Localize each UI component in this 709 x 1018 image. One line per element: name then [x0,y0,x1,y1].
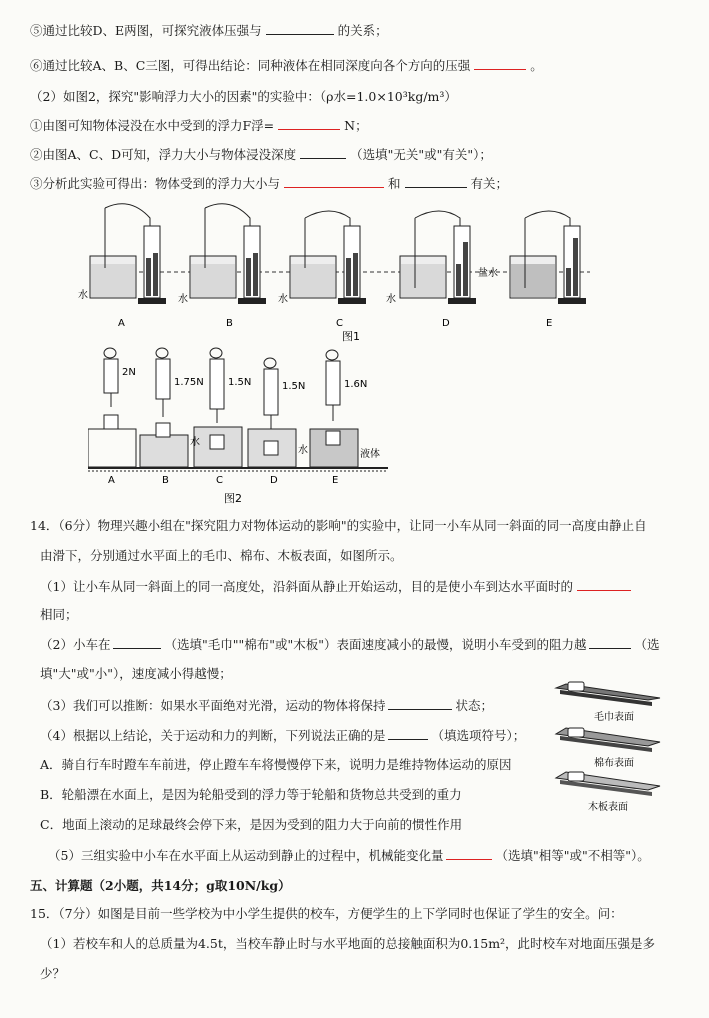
q14-line-5: （2）小车在 （选填"毛巾""棉布"或"木板"）表面速度减小的最慢，说明小车受到的阻力越 （选 [40,637,660,652]
label-A: A [108,475,115,486]
wood-surface-label: 木板表面 [588,802,628,813]
apparatus-B [190,204,266,304]
water-label: 水 [178,294,188,305]
label-B: B [162,475,169,486]
q14-line-2: 由滑下，分别通过水平面上的毛巾、棉布、木板表面，如图所示。 [40,548,403,563]
q14-line-9: （5）三组实验中小车在水平面上从运动到静止的过程中，机械能变化量 （选填"相等"或"不相等"）。 [48,848,650,863]
reading-B: 1.75N [174,377,204,388]
label-D: D [442,318,450,329]
answer-blank[interactable] [405,175,467,188]
salt-water-label: 盐水 [478,268,498,279]
reading-E: 1.6N [344,379,368,390]
scale-A [88,348,136,467]
answer-blank[interactable] [589,636,631,649]
scale-D [248,358,296,467]
q13-line-6: ③分析此实验可得出：物体受到的浮力大小与 和 有关； [30,176,509,191]
water-label: 水 [190,437,200,448]
apparatus-D [400,211,476,304]
answer-blank[interactable] [278,117,340,130]
q13-line-4: ①由图可知物体浸没在水中受到的浮力F浮= N； [30,118,368,133]
label-E: E [332,475,339,486]
q14-line-6: 填"大"或"小"），速度减小得越慢； [40,666,232,681]
answer-blank[interactable] [446,847,492,860]
q15-line-2: （1）若校车和人的总质量为4.5t，当校车静止时与水平地面的总接触面积为0.15m²，此时校车对地面压强是多 [40,936,656,951]
q15-line-3: 少？ [40,966,66,981]
figure-1 [60,198,620,346]
q14-line-3: （1）让小车从同一斜面上的同一高度处，沿斜面从静止开始运动，目的是使小车到达水平面时的 [40,578,631,595]
towel-surface [556,682,660,706]
q14-line-8: （4）根据以上结论，关于运动和力的判断，下列说法正确的是 （填选项符号）； [40,728,526,743]
q13-line-2: ⑥通过比较A、B、C三图，可得出结论：同种液体在相同深度向各个方向的压强 。 [30,58,543,73]
reading-C: 1.5N [228,377,252,388]
figure-caption: 图2 [224,492,242,505]
section-title: 五、计算题（2小题，共14分；g取10N/kg） [30,878,291,893]
label-B: B [226,318,233,329]
label-E: E [546,318,553,329]
scale-E [310,350,358,467]
water-label: 水 [386,294,396,305]
option-a: A．骑自行车时蹬车车前进，停止蹬车车将慢慢停下来，说明力是维持物体运动的原因 [40,757,512,772]
reading-D: 1.5N [282,381,306,392]
water-label: 水 [78,290,88,301]
wood-surface [556,772,660,796]
scale-C [194,348,242,467]
answer-blank[interactable] [113,636,161,649]
water-label: 水 [278,294,288,305]
answer-blank[interactable] [577,578,631,591]
figure-caption: 图1 [342,330,360,343]
liquid-label: 液体 [360,449,380,460]
q13-line-3: （2）如图2，探究"影响浮力大小的因素"的实验中：（ρ水=1.0×10³kg/m³） [30,89,457,104]
q13-line-5: ②由图A、C、D可知，浮力大小与物体浸没深度 （选填"无关"或"有关"）； [30,147,492,162]
option-c: C．地面上滚动的足球最终会停下来，是因为受到的阻力大于向前的惯性作用 [40,817,463,832]
answer-blank[interactable] [388,727,428,740]
towel-surface-label: 毛巾表面 [594,712,634,723]
label-C: C [216,475,223,486]
answer-blank[interactable] [266,22,334,35]
reading-A: 2N [122,367,136,378]
q13-line-1: ⑤通过比较D、E两图，可探究液体压强与 的关系； [30,23,388,38]
q14-line-7: （3）我们可以推断：如果水平面绝对光滑，运动的物体将保持 状态； [40,698,493,713]
apparatus-A [90,204,166,304]
option-b: B．轮船漂在水面上，是因为轮船受到的浮力等于轮船和货物总共受到的重力 [40,787,462,802]
q14-line-4: 相同； [40,607,78,622]
answer-blank[interactable] [474,57,526,70]
figure-2 [88,345,398,510]
cotton-surface-label: 棉布表面 [594,758,634,769]
answer-blank[interactable] [284,175,384,188]
label-A: A [118,318,125,329]
label-D: D [270,475,278,486]
label-C: C [336,318,343,329]
q14-line-1: 14．（6分）物理兴趣小组在"探究阻力对物体运动的影响"的实验中，让同一小车从同一斜面的同一高度由静止自 [30,518,647,533]
cotton-surface [556,728,660,752]
apparatus-C [290,211,366,304]
scale-B [140,348,188,467]
water-label: 水 [298,445,308,456]
q15-line-1: 15．（7分）如图是目前一些学校为中小学生提供的校车，方便学生的上下学同时也保证了学生的安全。问： [30,906,623,921]
answer-blank[interactable] [300,146,346,159]
surfaces-figure [548,676,678,816]
answer-blank[interactable] [388,697,452,710]
apparatus-E [510,211,586,304]
